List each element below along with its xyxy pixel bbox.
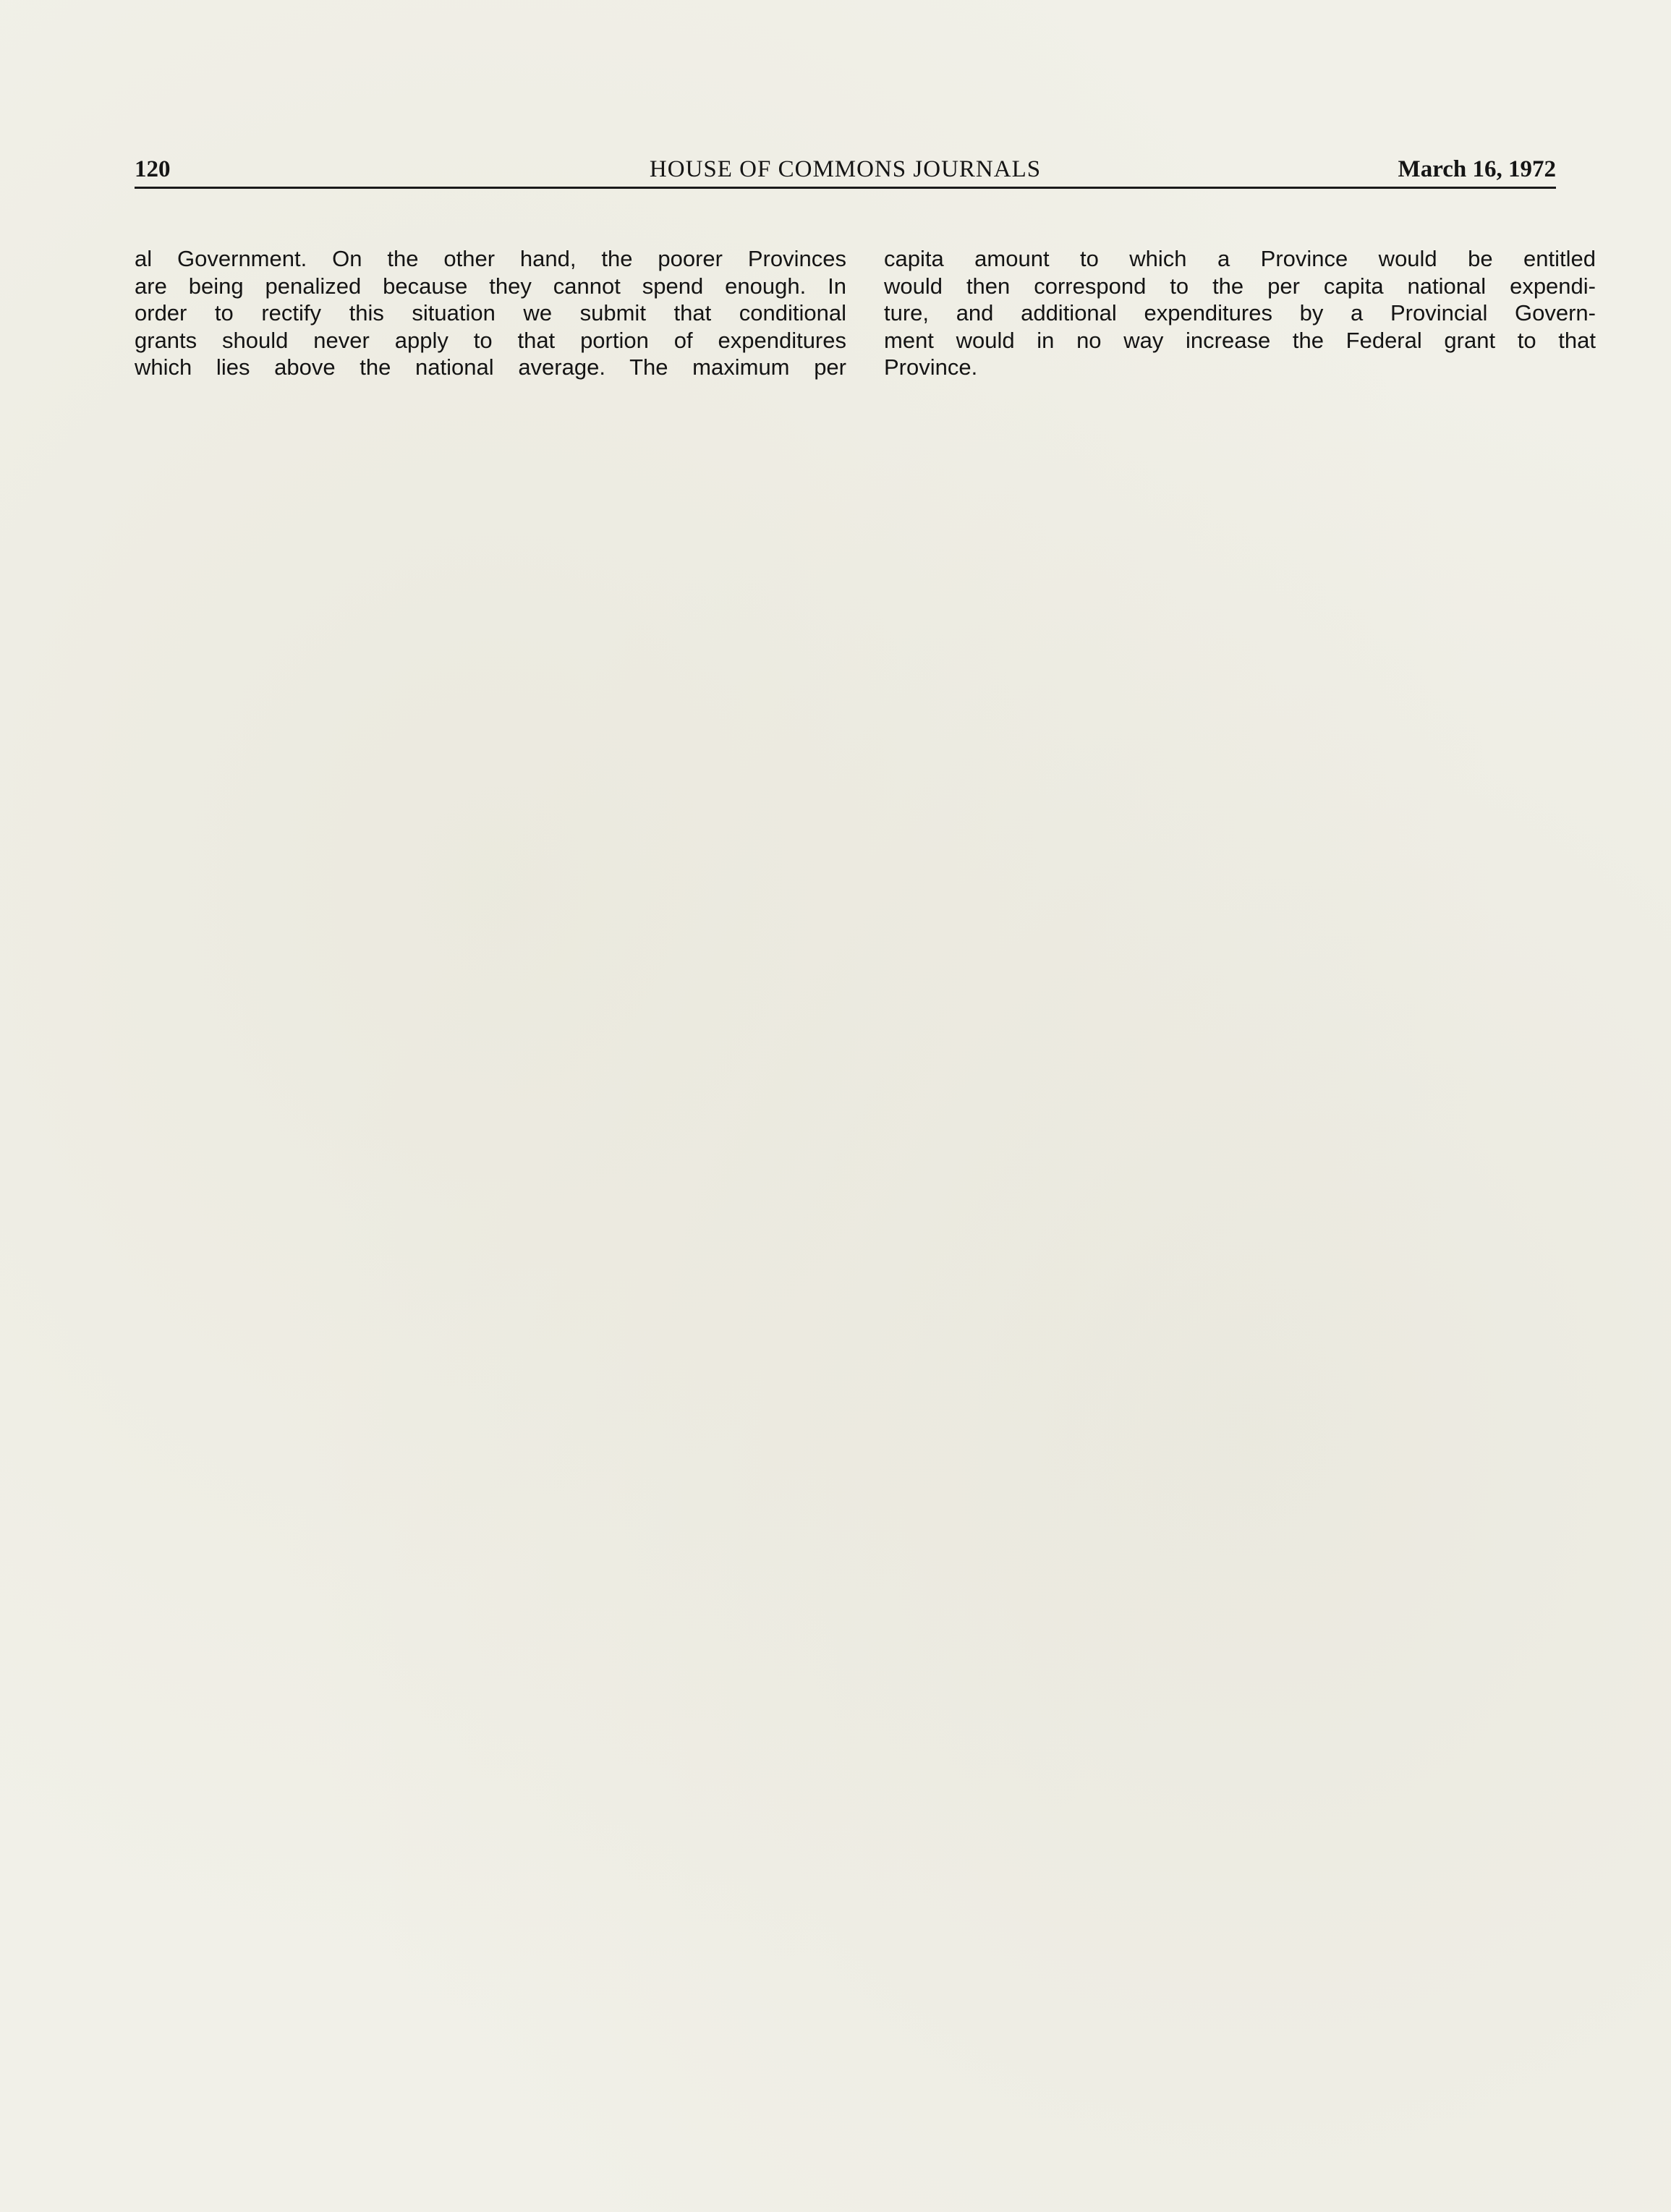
left-column-line: order to rectify this situation we submit that conditional bbox=[135, 300, 846, 326]
left-column-line: grants should never apply to that portion of expenditures bbox=[135, 327, 846, 353]
journal-title: HOUSE OF COMMONS JOURNALS bbox=[649, 156, 1042, 182]
right-column-line: capita amount to which a Province would be entitled bbox=[884, 246, 1596, 271]
page-number: 120 bbox=[135, 156, 171, 182]
left-column-line: al Government. On the other hand, the poorer Provinces bbox=[135, 246, 846, 271]
right-column-line: Province. bbox=[884, 354, 978, 380]
header-date: March 16, 1972 bbox=[1398, 156, 1556, 182]
page-header bbox=[135, 153, 1556, 185]
left-column-line: are being penalized because they cannot spend enough. In bbox=[135, 273, 846, 299]
right-column bbox=[884, 245, 1596, 381]
left-column bbox=[135, 245, 846, 381]
right-column-line: would then correspond to the per capita national expendi- bbox=[884, 273, 1596, 299]
header-rule bbox=[135, 187, 1556, 189]
right-column-line: ture, and additional expenditures by a Provincial Govern- bbox=[884, 300, 1596, 326]
right-column-line: ment would in no way increase the Federal grant to that bbox=[884, 327, 1596, 353]
left-column-line: which lies above the national average. The maximum per bbox=[135, 354, 846, 380]
